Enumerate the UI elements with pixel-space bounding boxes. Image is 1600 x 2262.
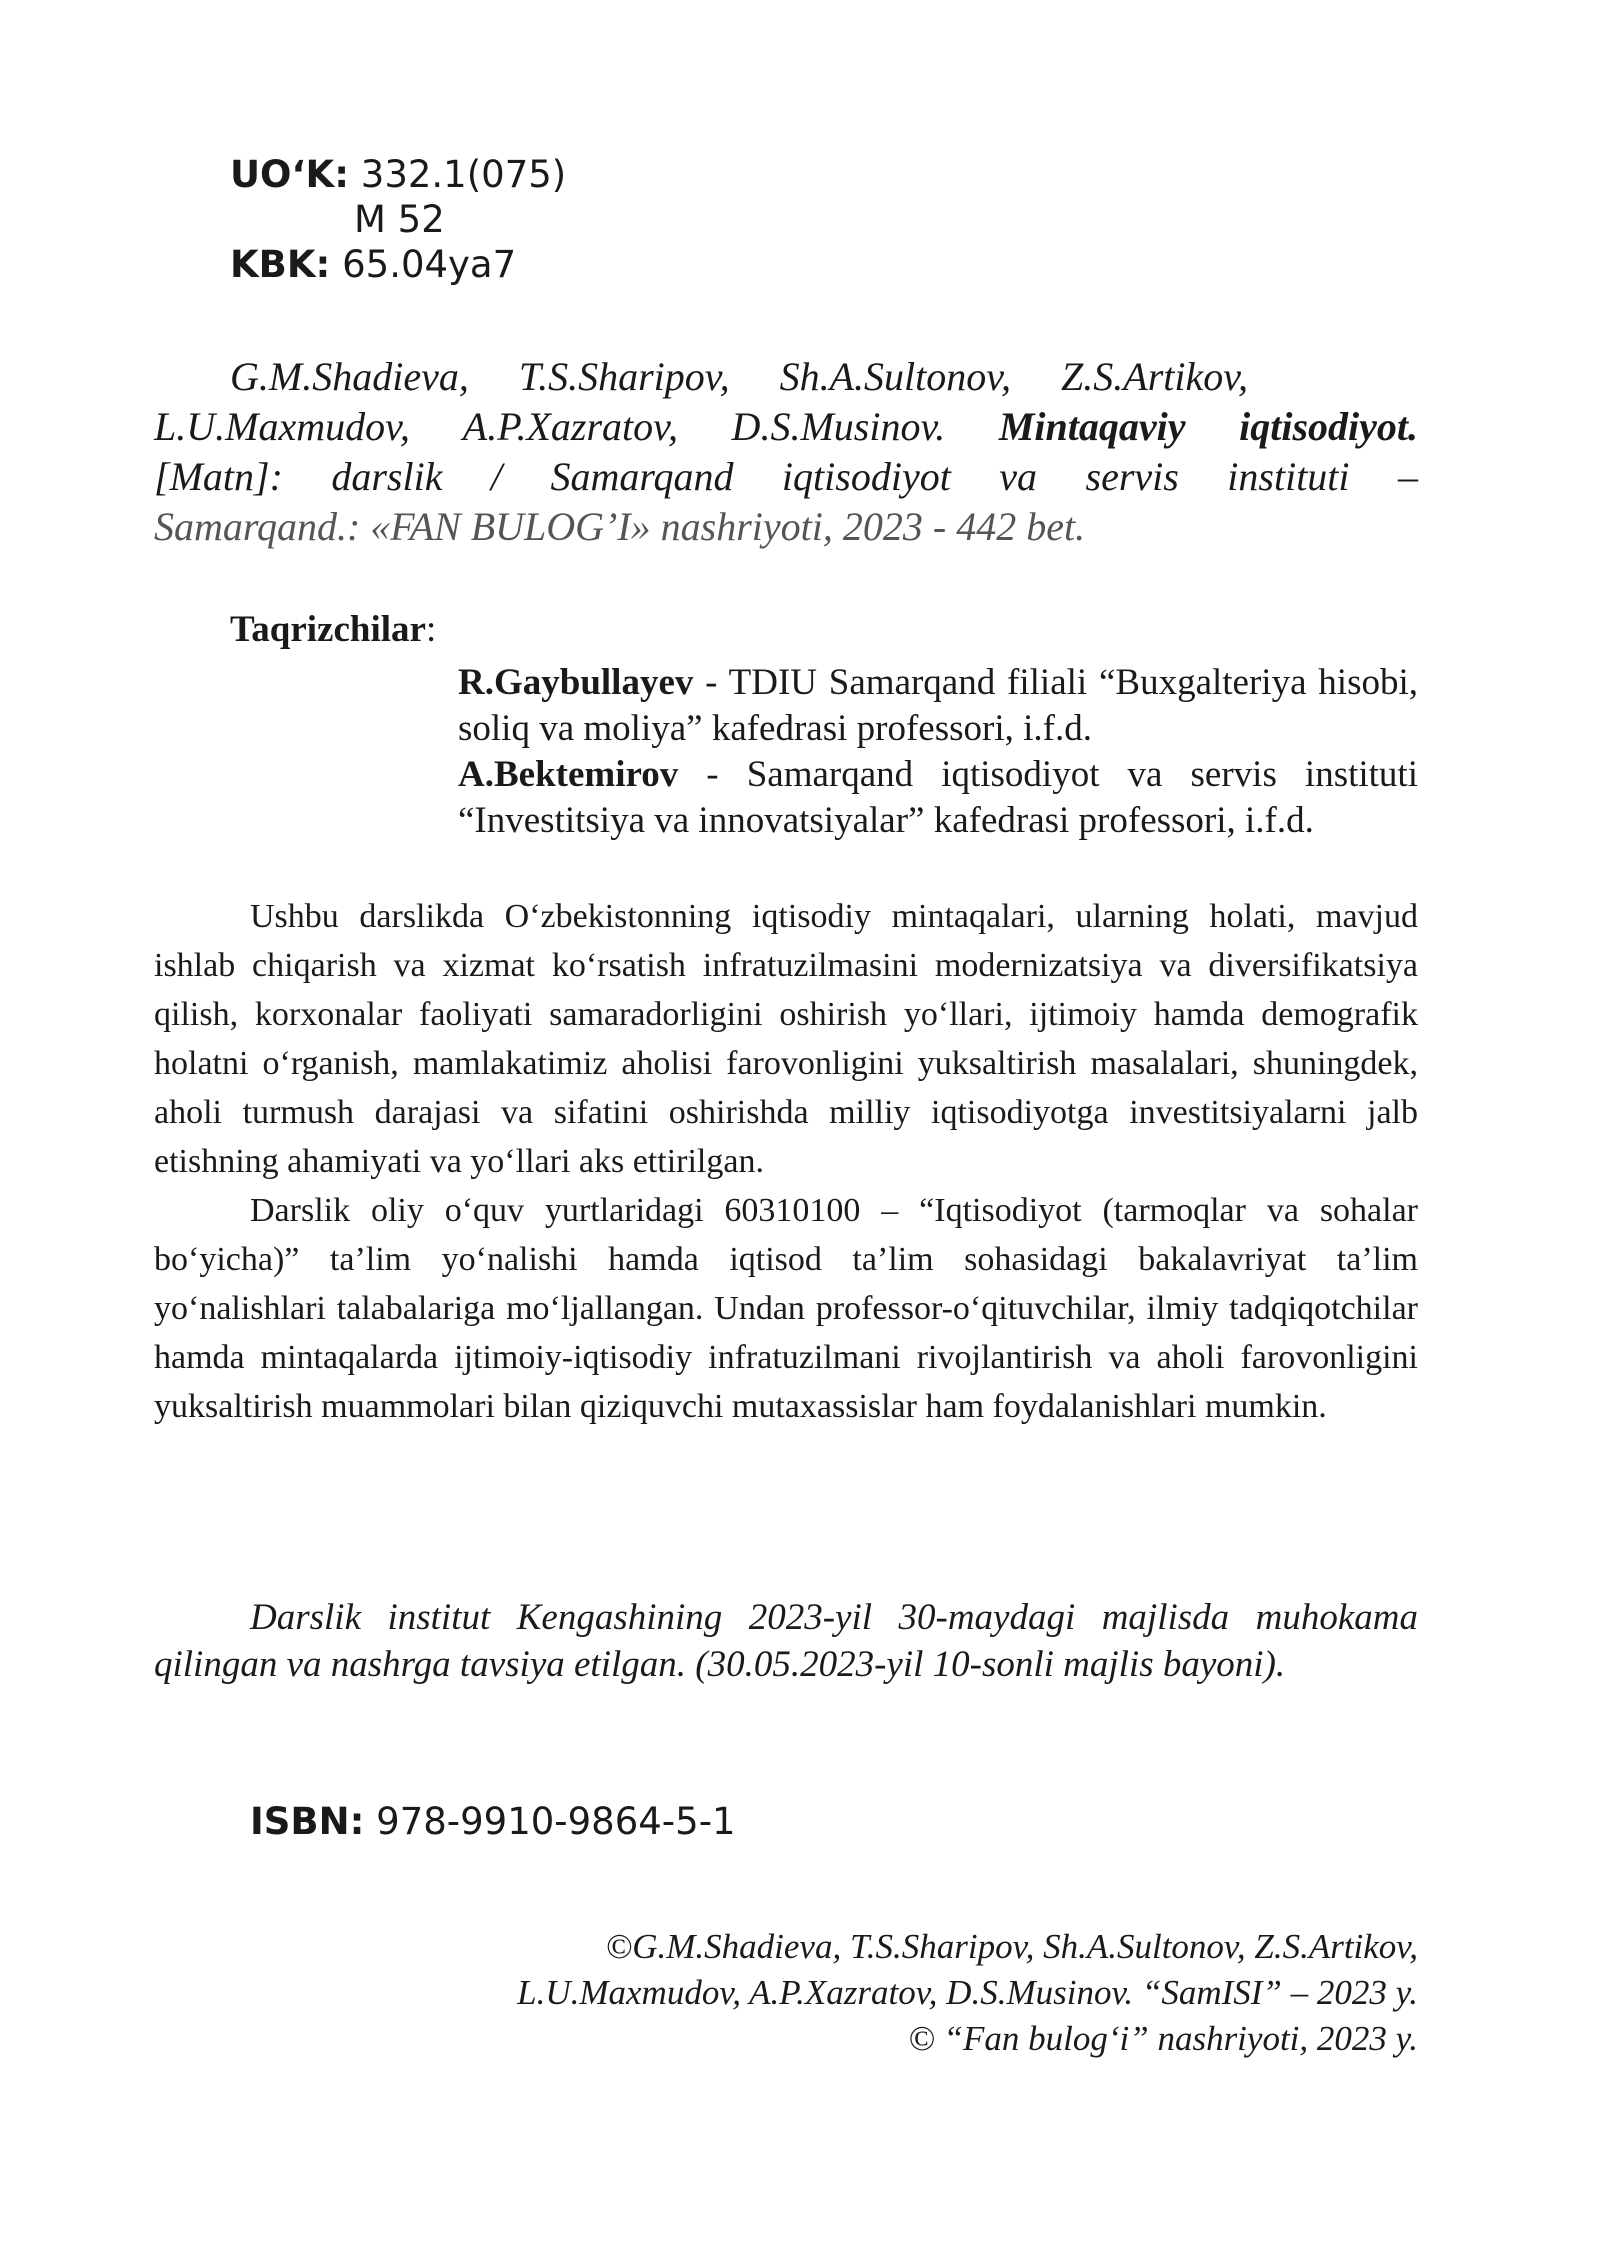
citation-line-3: [Matn]: darslik / Samarqand iqtisodiyot va servis instituti –	[154, 454, 1418, 499]
isbn-value: 978-9910-9864-5-1	[376, 1800, 736, 1843]
reviewer-item	[458, 660, 1418, 752]
citation-authors-first: G.M.Shadieva, T.S.Sharipov, Sh.A.Sultonov, Z.S.Artikov,	[230, 354, 1249, 399]
reviewers-list	[458, 660, 1418, 844]
citation-line-1	[154, 352, 1418, 402]
isbn-block	[250, 1800, 736, 1843]
approval-note	[154, 1594, 1418, 1688]
uok-label: UO‘K:	[230, 153, 350, 196]
citation-publisher: «FAN BULOG’I» nashriyoti, 2023 - 442 bet.	[370, 504, 1086, 549]
abstract-paragraph-2: Darslik oliy o‘quv yurtlaridagi 60310100 – “Iqtisodiyot (tarmoqlar va sohalar bo‘yicha)” ta’lim yo‘nalishi hamda iqtisod ta’lim sohasidagi bakalavriyat ta’lim yo‘nalishlari talabalariga mo‘ljallangan. Undan professor-o‘qituvchilar, ilmiy tadqiqotchilar hamda mintaqalarda ijtimoiy-iqtisodiy infratuzilmani rivojlantirish va aholi farovonligini yuksaltirish muammolari bilan qiziquvchi mutaxassislar ham foydalanishlari mumkin.	[154, 1192, 1418, 1425]
copyright-line-3: © “Fan bulog‘i” nashriyoti, 2023 y.	[908, 2019, 1418, 2058]
reviewer-name: A.Bektemirov	[458, 754, 679, 795]
isbn-label: ISBN:	[250, 1800, 365, 1843]
reviewer-affiliation: - Samarqand iqtisodiyot va servis instituti “Investitsiya va innovatsiyalar” kafedrasi professori, i.f.d.	[458, 754, 1418, 841]
abstract-paragraph-1: Ushbu darslikda O‘zbekistonning iqtisodiy mintaqalari, ularning holati, mavjud ishlab chiqarish va xizmat ko‘rsatish infratuzilmasini modernizatsiya va diversifikatsiya qilish, korxonalar faoliyati samaradorligini oshirish yo‘llari, ijtimoiy hamda demografik holatni o‘rganish, mamlakatimiz aholisi farovonligini yuksaltirish masalalari, shuningdek, aholi turmush darajasi va sifatini oshirishda milliy iqtisodiyotga investitsiyalarni jalb etishning ahamiyati va yo‘llari aks ettirilgan.	[154, 898, 1418, 1180]
citation-line-4	[154, 502, 1418, 552]
kbk-label: KBK:	[230, 243, 331, 286]
citation-authors-rest: L.U.Maxmudov, A.P.Xazratov, D.S.Musinov.	[154, 404, 946, 449]
copyright-line-1: ©G.M.Shadieva, T.S.Sharipov, Sh.A.Sultonov, Z.S.Artikov,	[605, 1927, 1418, 1966]
approval-text: Darslik institut Kengashining 2023-yil 30-maydagi majlisda muhokama qilingan va nashrga tavsiya etilgan. (30.05.2023-yil 10-sonli majlis bayoni).	[154, 1597, 1418, 1685]
citation-line-2	[154, 402, 1418, 452]
reviewer-affiliation: - TDIU Samarqand filiali “Buxgalteriya hisobi, soliq va moliya” kafedrasi professori, i.f.d.	[458, 662, 1418, 749]
abstract	[154, 892, 1418, 1431]
book-title: Mintaqaviy iqtisodiyot.	[998, 404, 1418, 449]
reviewers-heading-colon: :	[425, 609, 437, 650]
reviewer-name: R.Gaybullayev	[458, 662, 694, 703]
author-mark: M 52	[354, 198, 445, 241]
reviewer-item	[458, 752, 1418, 844]
reviewers-heading-text: Taqrizchilar	[230, 609, 426, 650]
citation-city: Samarqand.:	[154, 504, 361, 549]
bibliographic-citation	[154, 352, 1418, 552]
uok-value: 332.1(075)	[360, 153, 567, 196]
reviewers-heading	[230, 608, 436, 651]
kbk-value: 65.04ya7	[342, 243, 517, 286]
kbk-row	[230, 242, 566, 287]
copyright-block	[300, 1924, 1418, 2062]
uok-row	[230, 152, 566, 197]
copyright-line-2: L.U.Maxmudov, A.P.Xazratov, D.S.Musinov. “SamISI” – 2023 y.	[517, 1973, 1418, 2012]
classification-block	[230, 152, 566, 287]
